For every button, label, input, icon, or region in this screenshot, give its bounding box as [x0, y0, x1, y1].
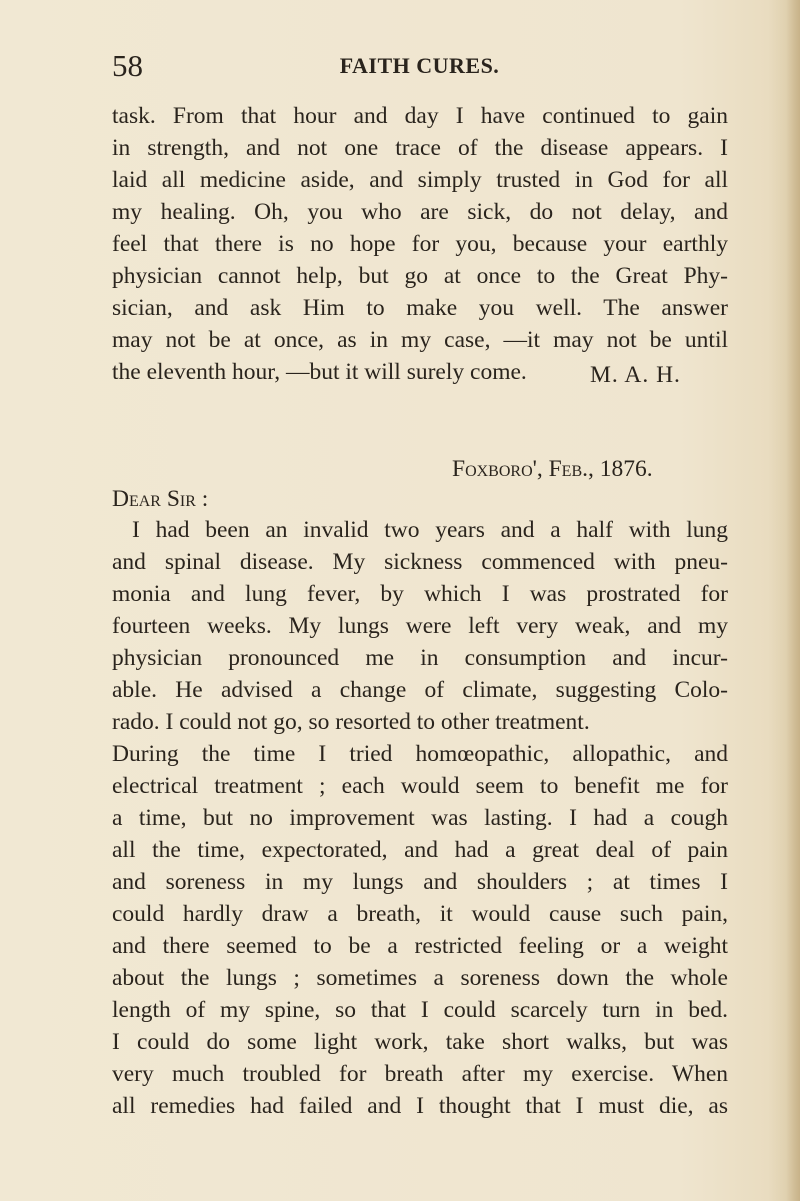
text-line: in strength, and not one trace of the disease appears. I: [112, 135, 728, 161]
text-line: all the time, expectorated, and had a great deal of pain: [112, 837, 728, 863]
text-line: physician pronounced me in consumption and incur-: [112, 645, 728, 671]
text-line: could hardly draw a breath, it would cause such pain,: [112, 901, 728, 927]
text-line: rado. I could not go, so resorted to other treatment.: [112, 709, 590, 735]
paragraph-2: [112, 514, 728, 1122]
running-head: FAITH CURES.: [339, 53, 500, 78]
page-number: 58: [112, 48, 143, 83]
text-line: very much troubled for breath after my exercise. When: [112, 1061, 728, 1087]
paragraph-1: [112, 100, 728, 388]
text-line: I had been an invalid two years and a half with lung: [132, 517, 728, 543]
text-line: fourteen weeks. My lungs were left very weak, and my: [112, 613, 728, 639]
text-line: my healing. Oh, you who are sick, do not delay, and: [112, 199, 728, 225]
signature: M. A. H.: [590, 362, 681, 388]
text-line: physician cannot help, but go at once to the Great Phy-: [112, 263, 728, 289]
dateline: Foxboro', Feb., 1876.: [452, 456, 653, 482]
text-line: feel that there is no hope for you, because your earthly: [112, 231, 728, 257]
text-line: all remedies had failed and I thought that I must die, as: [112, 1093, 728, 1119]
text-line: and soreness in my lungs and shoulders ; at times I: [112, 869, 728, 895]
text-line: I could do some light work, take short walks, but was: [112, 1029, 728, 1055]
text-line: During the time I tried homœopathic, allopathic, and: [112, 741, 728, 767]
text-line: length of my spine, so that I could scarcely turn in bed.: [112, 997, 728, 1023]
page-edge-shadow: [786, 0, 800, 1201]
text-line: a time, but no improvement was lasting. I had a cough: [112, 805, 728, 831]
text-line: electrical treatment ; each would seem to benefit me for: [112, 773, 728, 799]
text-line: about the lungs ; sometimes a soreness down the whole: [112, 965, 728, 991]
text-line: task. From that hour and day I have continued to gain: [112, 103, 728, 129]
text-line: and spinal disease. My sickness commenced with pneu-: [112, 549, 728, 575]
salutation: Dear Sir :: [112, 486, 209, 512]
text-line: sician, and ask Him to make you well. The answer: [112, 295, 728, 321]
text-line: may not be at once, as in my case, —it may not be until: [112, 327, 728, 353]
text-line: monia and lung fever, by which I was prostrated for: [112, 581, 728, 607]
page-header: [112, 46, 727, 86]
text-line: able. He advised a change of climate, suggesting Colo-: [112, 677, 728, 703]
text-line: the eleventh hour, —but it will surely come.: [112, 359, 527, 385]
text-line: laid all medicine aside, and simply trusted in God for all: [112, 167, 728, 193]
text-line: and there seemed to be a restricted feeling or a weight: [112, 933, 728, 959]
